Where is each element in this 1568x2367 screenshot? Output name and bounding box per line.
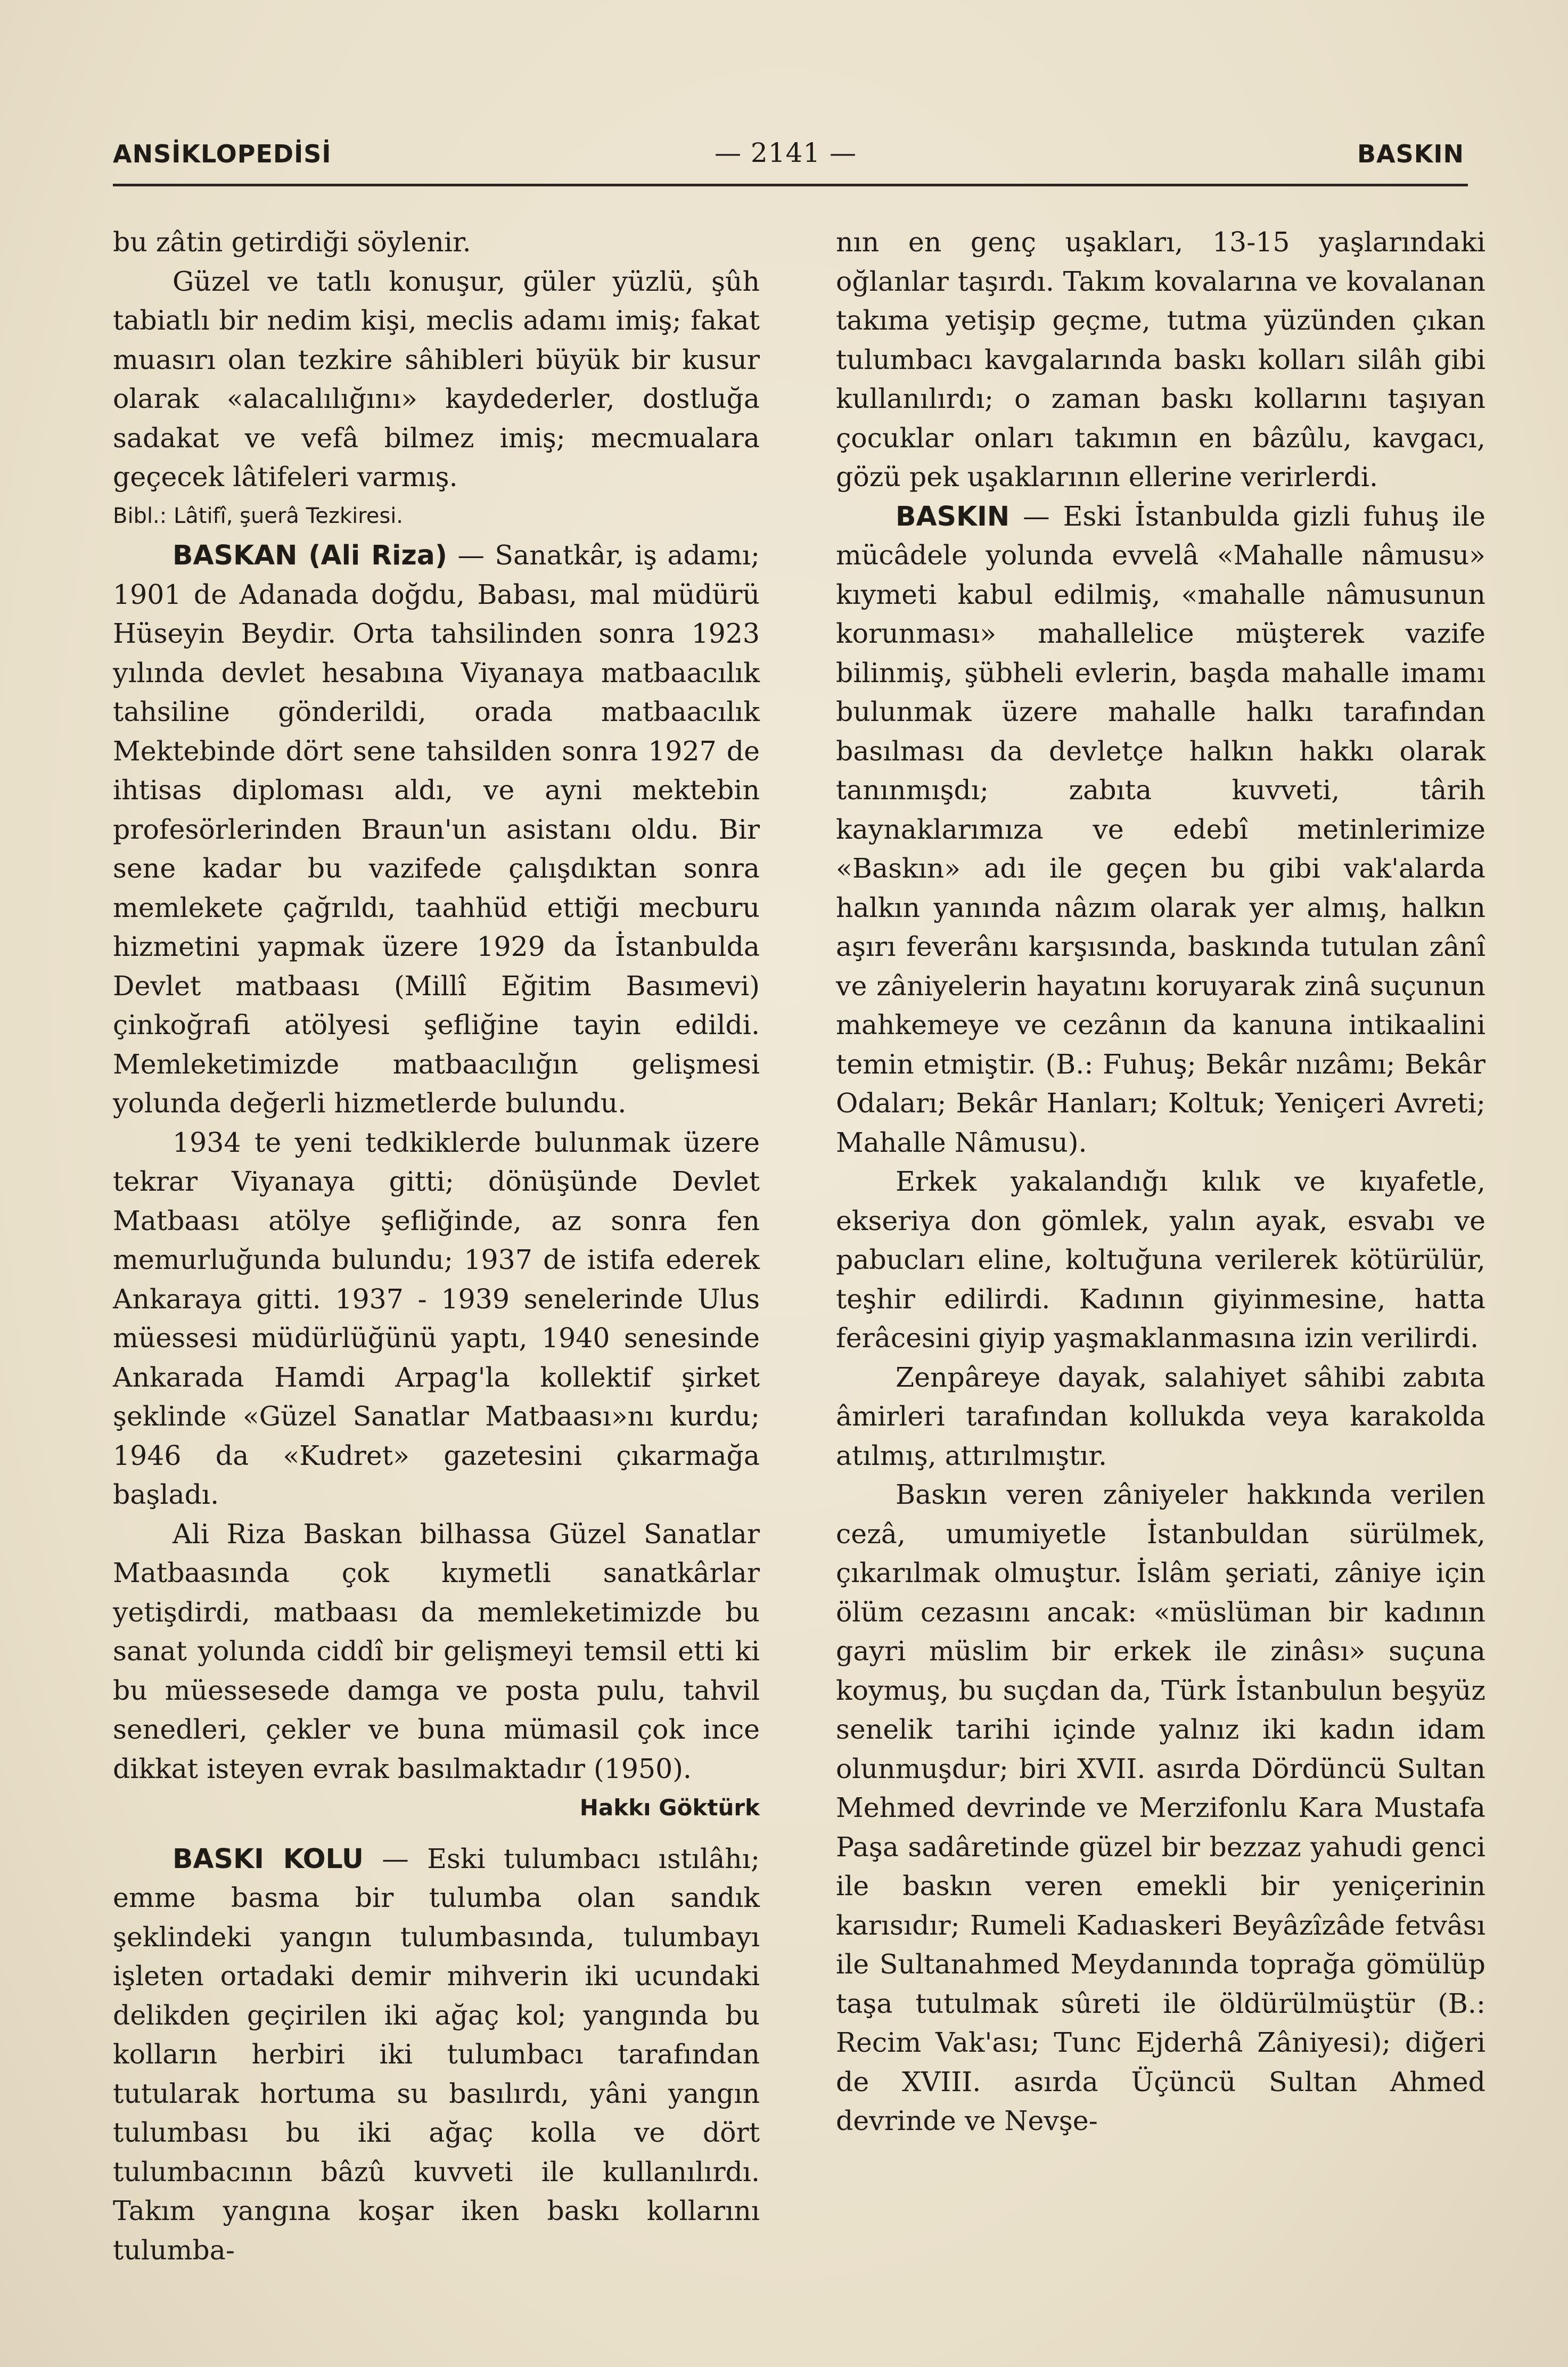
entry-text: — Eski tulumbacı ıstılâhı; emme basma bir tulumba olan sandık şeklindeki yangın tulumbasında, tulumbayı işleten ortadaki demir mihverin iki ucundaki delikden geçirilen iki ağaç kol; yangında bu kolların herbiri iki tulumbacı tarafından tutularak hortuma su basılırdı, yâni yangın tulumbası bu iki ağaç kolla ve dört tulumbacının bâzû kuvveti ile kullanılırdı. Takım yangına koşar iken baskı kollarını tulumba- (113, 1842, 760, 2266)
author-signature: Hakkı Göktürk (579, 1795, 760, 1821)
paragraph: Baskın veren zâniyeler hakkında verilen cezâ, umumiyetle İstanbuldan sürülmek, çıkarılmak olmuştur. İslâm şeriati, zâniye için ölüm cezasını ancak: «müslüman bir kadının gayri müslim bir erkek ile zinâsı» suçuna koymuş, bu suçdan da, Türk İstanbulun beşyüz senelik tarihi içinde yalnız iki kadın idam olunmuşdur; biri XVII. asırda Dördüncü Sultan Mehmed devrinde ve Merzifonlu Kara Mustafa Paşa sadâretinde güzel bir bezzaz yahudi genci ile baskın veren emekli bir yeniçerinin karısıdır; Rumeli Kadıaskeri Beyâzîzâde fetvâsı ile Sultanahmed Meydanında toprağa gömülüp taşa tutulmak sûreti ile öldürülmüştür (B.: Recim Vak'ası; Tunc Ejderhâ Zâniyesi); diğeri de XVIII. asırda Üçüncü Sultan Ahmed devrinde ve Nevşe- (836, 1479, 1485, 2136)
entry-baskan (113, 536, 760, 1123)
entry-baski-kolu (113, 1839, 760, 2270)
entry-text: — Eski İstanbulda gizli fuhuş ile mücâdele yolunda evvelâ «Mahalle nâmusu» kıymeti kabul edilmiş, «mahalle nâmusunun korunması» mahallelice müşterek vazife bilinmiş, şübheli evlerin, başda mahalle imamı bulunmak üzere mahalle halkı tarafından basılması da devletçe halkın hakkı olarak tanınmışdı; zabıta kuvveti, târih kaynaklarımıza ve edebî metinlerimize «Baskın» adı ile geçen bu gibi vak'alarda halkın yanında nâzım olarak yer almış, halkın aşırı feverânı karşısında, baskında tutulan zânî ve zâniyelerin hayatını koruyarak zinâ suçunun mahkemeye ve cezânın da kanuna intikaalini temin etmiştir. (B.: Fuhuş; Bekâr nızâmı; Bekâr Odaları; Bekâr Hanları; Koltuk; Yeniçeri Avreti; Mahalle Nâmusu). (836, 500, 1485, 1158)
paragraph: Ali Riza Baskan bilhassa Güzel Sanatlar Matbaasında çok kıymetli sanatkârlar yetişdirdi, matbaası da memleketimizde bu sanat yolunda ciddî bir gelişmeyi temsil etti ki bu müessesede damga ve posta pulu, tahvil senedleri, çekler ve buna mümasil çok ince dikkat isteyen evrak basılmaktadır (1950). (113, 1518, 760, 1784)
entry-text: — Sanatkâr, iş adamı; 1901 de Adanada doğdu, Babası, mal müdürü Hüseyin Beydir. Orta tahsilinden sonra 1923 yılında devlet hesabına Viyanaya matbaacılık tahsiline gönderildi, orada matbaacılık Mektebinde dört sene tahsilden sonra 1927 de ihtisas diploması aldı, ve ayni mektebin profesörlerinden Braun'un asistanı oldu. Bir sene kadar bu vazifede çalışdıktan sonra memlekete çağrıldı, taahhüd ettiği mecburu hizmetini yapmak üzere 1929 da İstanbulda Devlet matbaası (Millî Eğitim Basımevi) çinkoğrafi atölyesi şefliğine tayin edildi. Memleketimizde matbaacılığın gelişmesi yolunda değerli hizmetlerde bulundu. (113, 539, 760, 1119)
header-title: ANSİKLOPEDİSİ (113, 140, 332, 168)
page-number: — 2141 — (715, 137, 857, 168)
paragraph-continuation: bu zâtin getirdiği söylenir. (113, 226, 471, 258)
header-entry: BASKIN (1357, 140, 1464, 168)
left-column (113, 223, 760, 2270)
header-rule (113, 184, 1468, 186)
paragraph: 1934 te yeni tedkiklerde bulunmak üzere tekrar Viyanaya gitti; dönüşünde Devlet Matbaası atölye şefliğinde, az sonra fen memurluğunda bulundu; 1937 de istifa ederek Ankaraya gitti. 1937 - 1939 senelerinde Ulus müessesi müdürlüğünü yaptı, 1940 senesinde Ankarada Hamdi Arpag'la kollektif şirket şeklinde «Güzel Sanatlar Matbaası»nı kurdu; 1946 da «Kudret» gazetesini çıkarmağa başladı. (113, 1126, 760, 1510)
page-header (113, 137, 1464, 182)
right-column (836, 223, 1485, 2141)
entry-heading: BASKI KOLU (173, 1842, 364, 1874)
bibliography: Bibl.: Lâtifî, şuerâ Tezkiresi. (113, 503, 404, 528)
entry-baskin (836, 497, 1485, 1162)
paragraph: Güzel ve tatlı konuşur, güler yüzlü, şûh tabiatlı bir nedim kişi, meclis adamı imiş; fakat muasırı olan tezkire sâhibleri büyük bir kusur olarak «alacalılığını» kaydederler, dostluğa sadakat ve vefâ bilmez imiş; mecmualara geçecek lâtifeleri varmış. (113, 265, 760, 493)
entry-heading: BASKAN (Ali Riza) (173, 539, 447, 571)
paragraph-continuation: nın en genç uşakları, 13-15 yaşlarındaki oğlanlar taşırdı. Takım kovalarına ve kovalanan takıma yetişip geçme, tutma yüzünden çıkan tulumbacı kavgalarında baskı kolları silâh gibi kullanılırdı; o zaman baskı kollarını taşıyan çocuklar onları takımın en bâzûlu, kavgacı, gözü pek uşaklarının ellerine verirlerdi. (836, 226, 1485, 493)
paragraph: Zenpâreye dayak, salahiyet sâhibi zabıta âmirleri tarafından kollukda veya karakolda atılmış, attırılmıştır. (836, 1361, 1485, 1471)
paragraph: Erkek yakalandığı kılık ve kıyafetle, ekseriya don gömlek, yalın ayak, esvabı ve pabucları eline, koltuğuna verilerek kötürülür, teşhir edilirdi. Kadının giyinmesine, hatta ferâcesini giyip yaşmaklanmasına izin verilirdi. (836, 1166, 1485, 1354)
entry-heading: BASKIN (896, 500, 1010, 532)
